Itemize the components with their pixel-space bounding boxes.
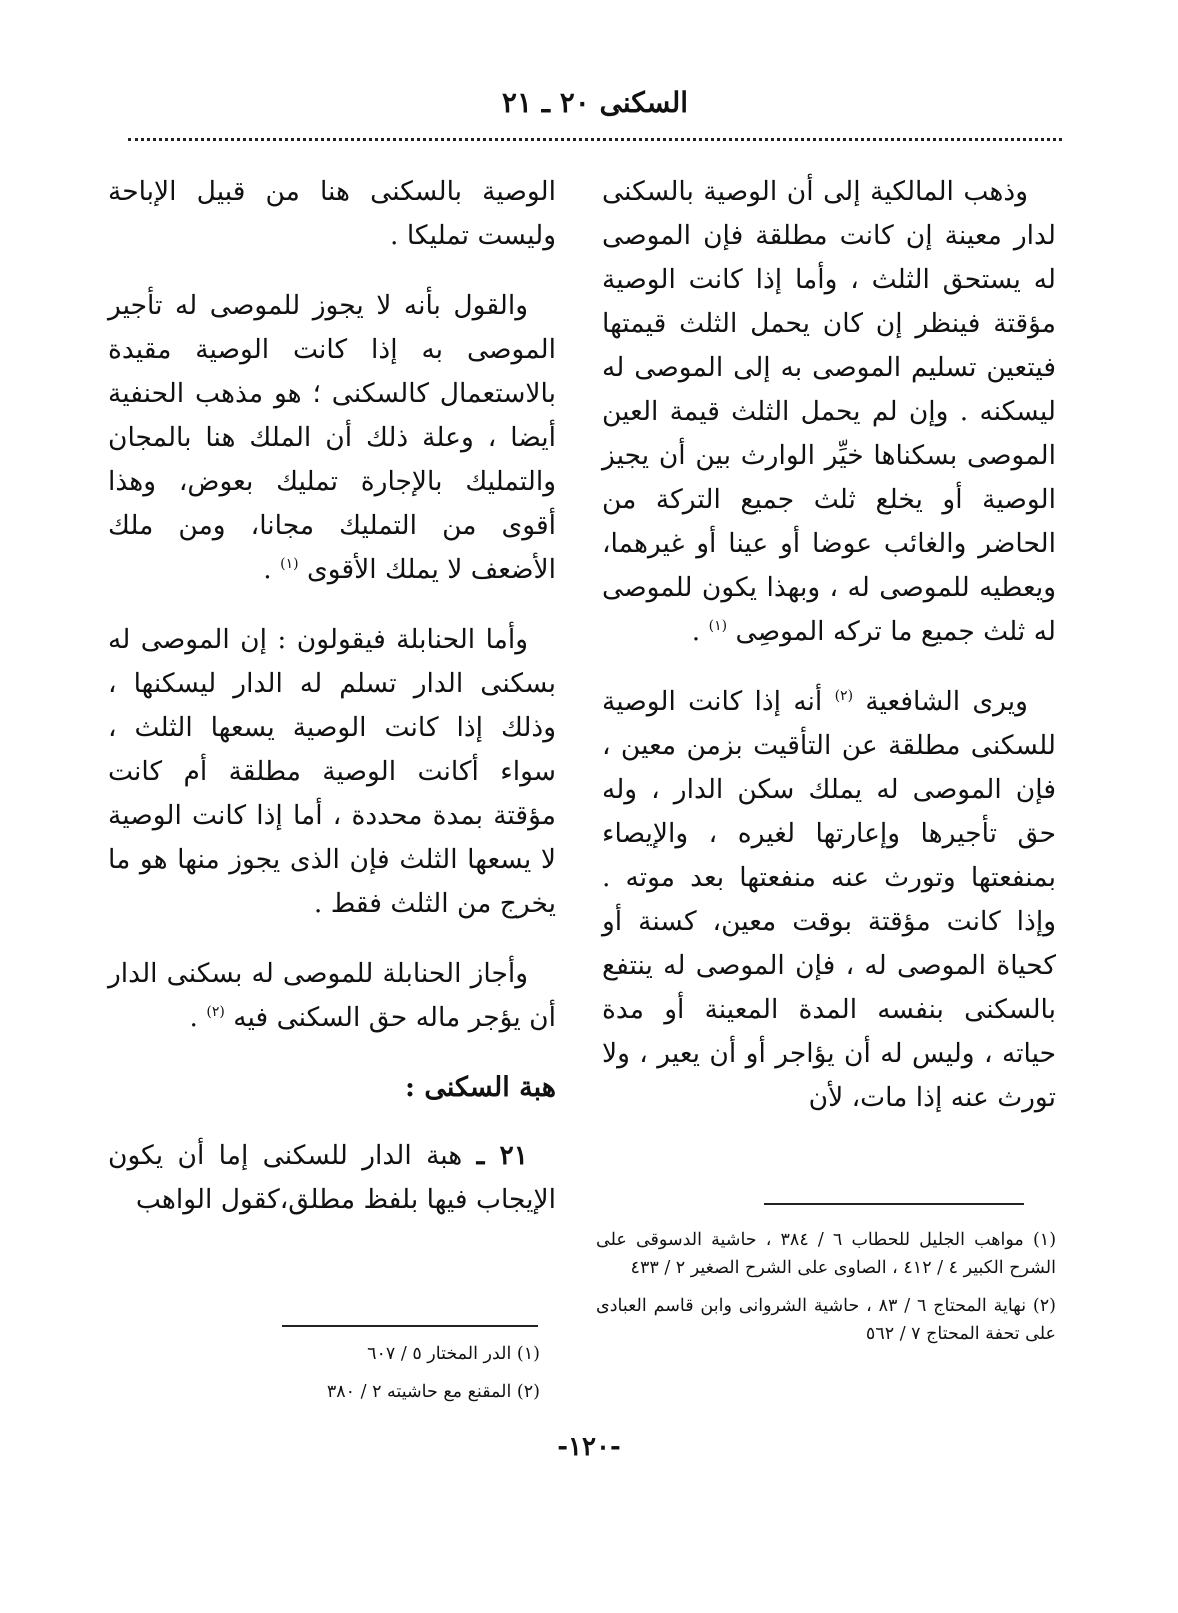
section-number: ٢١ ـ (476, 1140, 528, 1171)
section-heading: هبة السكنى : (404, 1072, 556, 1103)
footnote-ref: (٢) (834, 688, 854, 705)
footnote: (٢) المقنع مع حاشيته ٢ / ٣٨٠ (326, 1382, 540, 1402)
paragraph: والقول بأنه لا يجوز للموصى له تأجير الموصى به إذا كانت الوصية مقيدة بالاستعمال كالسكنى ؛ هو مذهب الحنفية أيضا ، وعلة ذلك أن الملك هنا بالمجان والتمليك بالإجارة تمليك بعوض، وهذا أقوى من التمليك مجانا، ومن ملك الأضعف لا يملك الأقوى $^{(١)}$ . (108, 290, 556, 585)
paragraph (108, 1134, 556, 1222)
footnote: (١) مواهب الجليل للحطاب ٦ / ٣٨٤ ، حاشية الدسوقى على الشرح الكبير ٤ / ٤١٢ ، الصاوى على الشرح الصغير ٢ / ٤٣٣ (596, 1230, 1057, 1278)
paragraph: وذهب المالكية إلى أن الوصية بالسكنى لدار معينة إن كانت مطلقة فإن الموصى له يستحق الثلث ، وأما إذا كانت الوصية مؤقتة فينظر إن كان يحمل الثلث قيمتها فيتعين تسليم الموصى به إلى الموصى له ليسكنه . وإن لم يحمل الثلث قيمة العين الموصى بسكناها خيِّر الوارث بين أن يجيز الوصية أو يخلع ثلث جميع التركة من الحاضر والغائب عوضا أو عينا أو غيرهما، ويعطيه للموصى له ، وبهذا يكون للموصى له ثلث جميع ما تركه الموصِى $^{(١)}$ . (602, 176, 1056, 647)
right-column (602, 170, 1056, 1146)
paragraph-text: والقول بأنه لا يجوز للموصى له تأجير الموصى به إذا كانت الوصية مقيدة بالاستعمال كالسكنى ؛ هو مذهب الحنفية أيضا ، وعلة ذلك أن الملك هنا بالمجان والتمليك بالإجارة تمليك بعوض، وهذا أقوى من التمليك مجانا، ومن ملك الأضعف لا يملك الأقوى (108, 290, 556, 585)
left-column (108, 170, 556, 1248)
footnote-divider (764, 1203, 1024, 1205)
header-dotted-divider (128, 138, 1062, 141)
paragraph-text: هبة الدار للسكنى إما أن يكون الإيجاب فيها بلفظ مطلق،كقول الواهب (108, 1140, 556, 1215)
footnote-divider (282, 1325, 538, 1327)
paragraph (602, 680, 1056, 1120)
paragraph-text: وذهب المالكية إلى أن الوصية بالسكنى لدار معينة إن كانت مطلقة فإن الموصى له يستحق الثلث ، وأما إذا كانت الوصية مؤقتة فينظر إن كان يحمل الثلث قيمتها فيتعين تسليم الموصى به إلى الموصى له ليسكنه . وإن لم يحمل الثلث قيمة العين الموصى بسكناها خيِّر الوارث بين أن يجيز الوصية أو يخلع ثلث جميع التركة من الحاضر والغائب عوضا أو عينا أو غيرهما، ويعطيه للموصى له ، وبهذا يكون للموصى له ثلث جميع ما تركه الموصِى (602, 176, 1056, 647)
left-footnotes (110, 1340, 540, 1416)
page-header: السكنى ٢٠ ـ ٢١ (501, 86, 689, 119)
footnote-ref: (٢) (206, 1004, 225, 1021)
footnote-ref: (١) (280, 556, 299, 573)
paragraph-text: ويرى الشافعية (865, 686, 1028, 717)
paragraph: وأما الحنابلة فيقولون : إن الموصى له بسكنى الدار تسلم له الدار ليسكنها ، وذلك إذا كانت الوصية يسعها الثلث ، سواء أكانت الوصية مطلقة أم كانت مؤقتة بمدة محددة ، أما إذا كانت الوصية لا يسعها الثلث فإن الذى يجوز منها هو ما يخرج من الثلث فقط . (108, 624, 556, 919)
paragraph-text: وأجاز الحنابلة للموصى له بسكنى الدار أن يؤجر ماله حق السكنى فيه (108, 958, 556, 1033)
paragraph: وأجاز الحنابلة للموصى له بسكنى الدار أن يؤجر ماله حق السكنى فيه $^{(٢)}$ . (108, 958, 556, 1033)
footnote-ref: (١) (708, 618, 728, 635)
right-footnotes (596, 1226, 1056, 1358)
paragraph: الوصية بالسكنى هنا من قبيل الإباحة وليست تمليكا . (108, 176, 556, 251)
footnote: (٢) نهاية المحتاج ٦ / ٨٣ ، حاشية الشروانى وابن قاسم العبادى على تحفة المحتاج ٧ / ٥٦٢ (596, 1296, 1056, 1344)
page-number: -١٢٠- (557, 1432, 621, 1462)
footnote: (١) الدر المختار ٥ / ٦٠٧ (367, 1344, 540, 1364)
paragraph-text: أنه إذا كانت الوصية للسكنى مطلقة عن التأقيت بزمن معين ، فإن الموصى له يملك سكن الدار ، وله حق تأجيرها وإعارتها لغيره ، والإيصاء بمنفعتها وتورث عنه منفعتها بعد موته . وإذا كانت مؤقتة بوقت معين، كسنة أو كحياة الموصى له ، فإن الموصى له ينتفع بالسكنى بنفسه المدة المعينة أو مدة حياته ، وليس له أن يؤاجر أو أن يعير ، ولا تورث عنه إذا مات، لأن (602, 686, 1056, 1113)
